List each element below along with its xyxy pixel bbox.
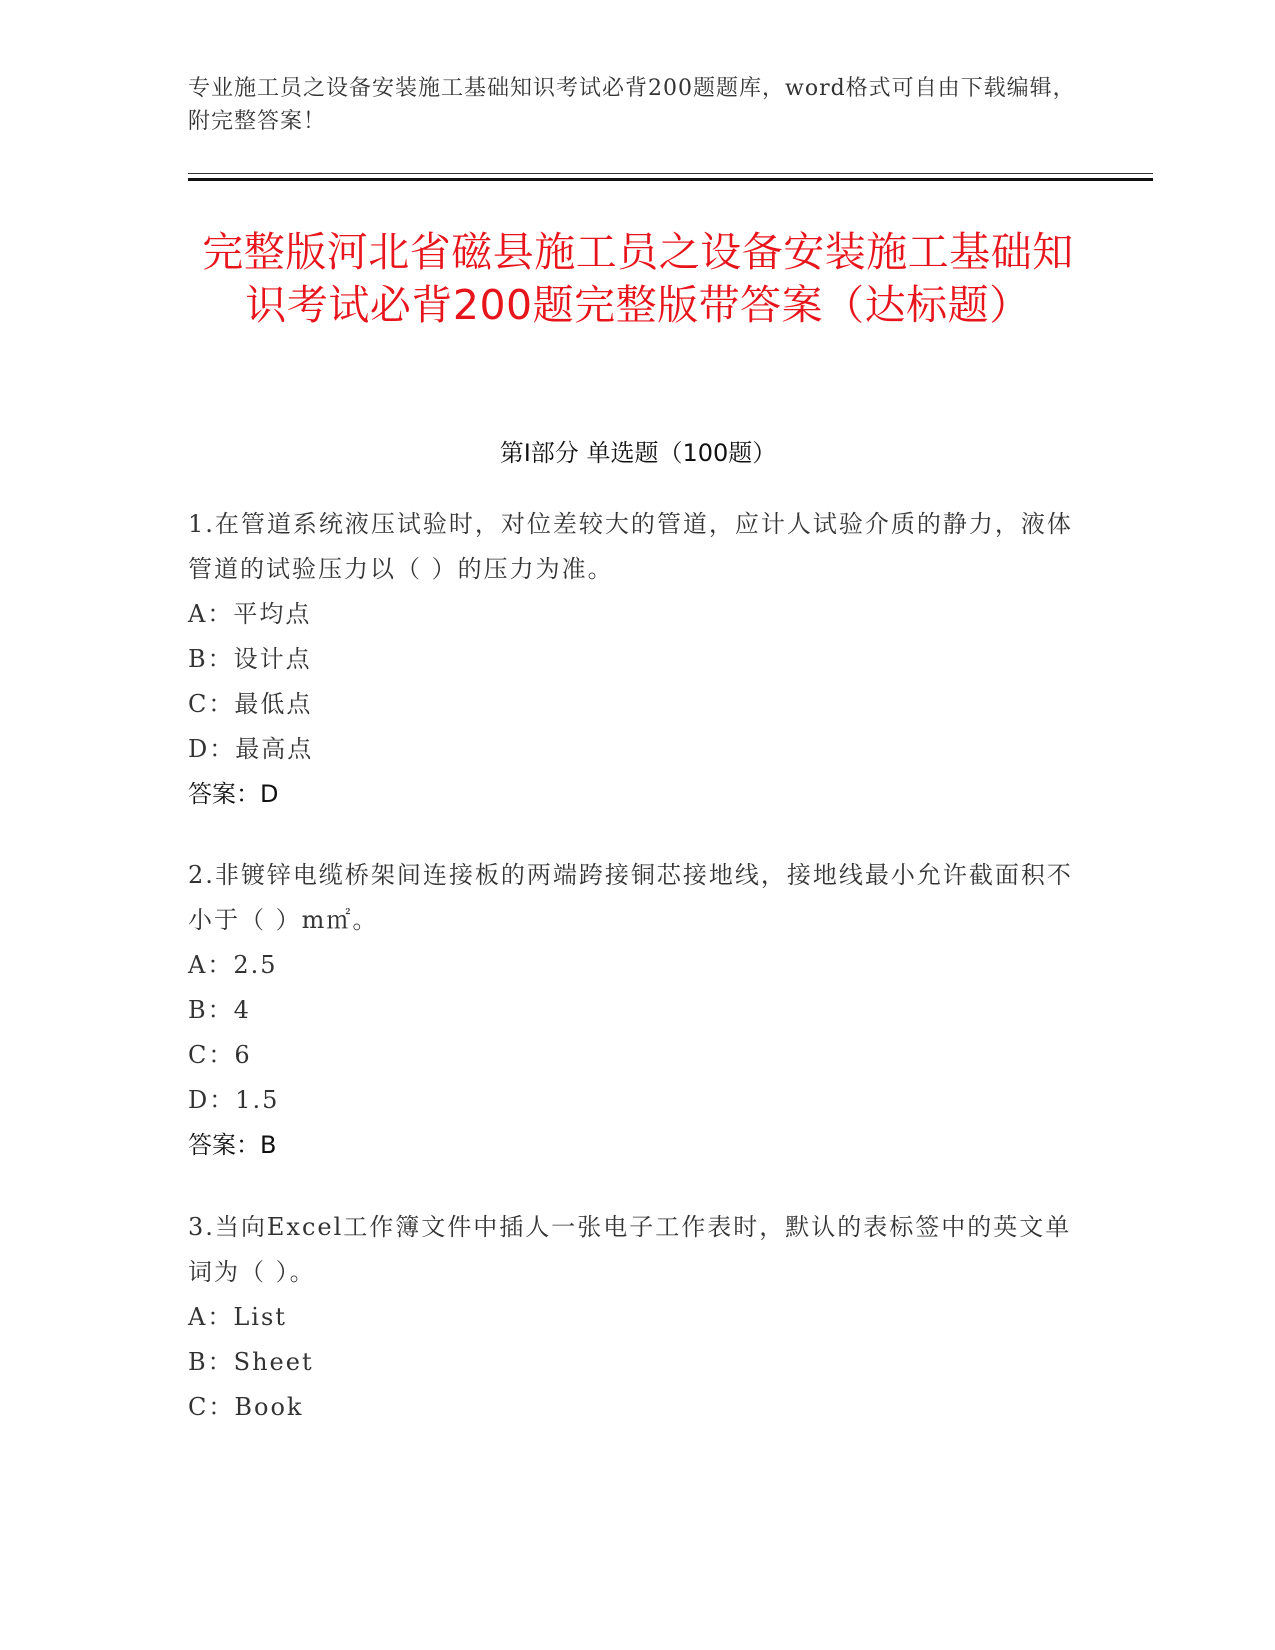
option-d: D：最高点: [188, 735, 314, 763]
question-text: 1.在管道系统液压试验时，对位差较大的管道，应计人试验介质的静力，液体管道的试验压力以（ ）的压力为准。: [188, 510, 1073, 583]
option-c: C：6: [188, 1041, 252, 1069]
option-b: B：Sheet: [188, 1348, 314, 1376]
header-rule-thin: [188, 173, 1153, 174]
option-c: C：最低点: [188, 690, 313, 718]
document-title: 完整版河北省磁县施工员之设备安装施工基础知识考试必背200题完整版带答案（达标题）: [202, 228, 1074, 329]
option-a: A：平均点: [188, 600, 312, 628]
option-c: C：Book: [188, 1393, 304, 1421]
answer: 答案：B: [188, 1131, 277, 1159]
header-note: 专业施工员之设备安装施工基础知识考试必背200题题库，word格式可自由下载编辑，附完整答案！: [188, 76, 1076, 134]
option-d: D：1.5: [188, 1086, 280, 1114]
option-a: A：2.5: [188, 951, 278, 979]
header-rule-thick: [188, 178, 1153, 181]
section-title: 第Ⅰ部分 单选题（100题）: [499, 439, 777, 467]
answer: 答案：D: [188, 780, 279, 808]
option-b: B：4: [188, 996, 251, 1024]
question-3: [188, 1205, 1088, 1430]
question-text: 2.非镀锌电缆桥架间连接板的两端跨接铜芯接地线，接地线最小允许截面积不小于（ ）m㎡。: [188, 861, 1073, 934]
question-text: 3.当向Excel工作簿文件中插人一张电子工作表时，默认的表标签中的英文单词为（ ）。: [188, 1213, 1072, 1286]
option-a: A：List: [188, 1303, 287, 1331]
question-2: [188, 853, 1088, 1168]
question-1: [188, 502, 1088, 817]
option-b: B：设计点: [188, 645, 312, 673]
